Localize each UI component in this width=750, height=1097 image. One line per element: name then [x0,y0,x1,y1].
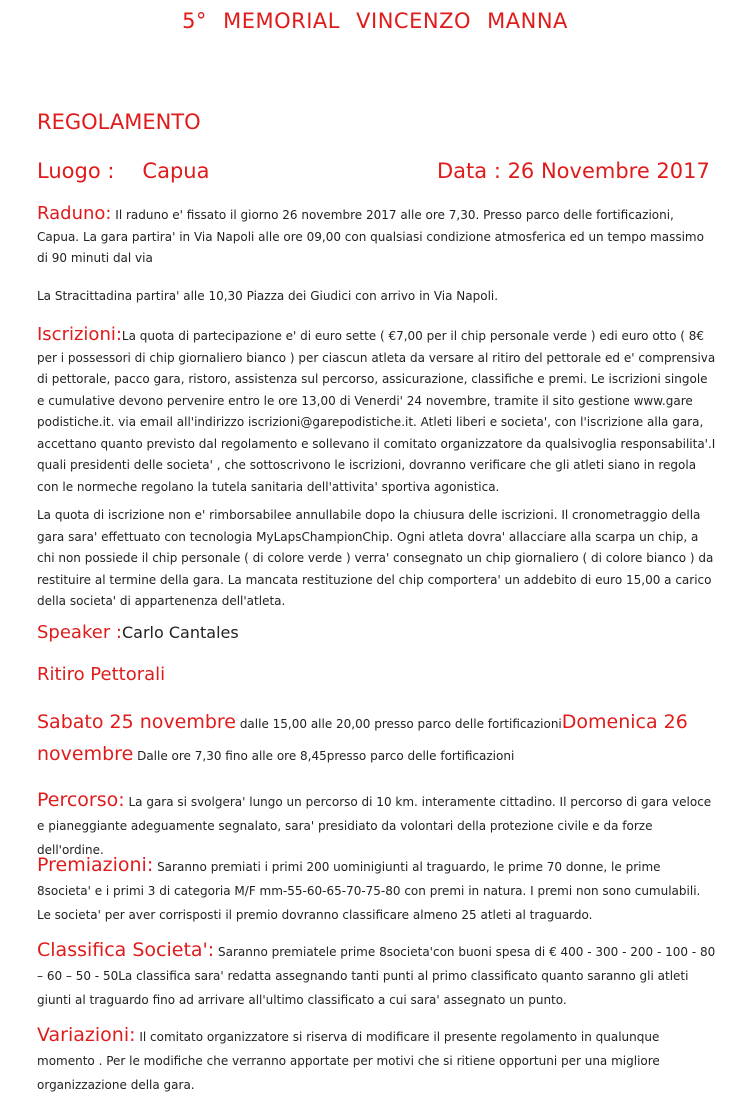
premiazioni-text: Saranno premiati i primi 200 uominigiunti al traguardo, le prime 70 donne, le prime 8societa' e i primi 3 di categoria M/F mm-55-60-65-70-75-80 con premi in natura. I premi non sono cumulabili. Le societa' per aver corrisposti il premio dovranno classificare almeno 25 atleti al traguardo. [37,860,701,922]
domenica-heading: Domenica 26 novembre [37,711,688,765]
premiazioni-heading: Premiazioni: [37,854,154,876]
premiazioni-paragraph [37,855,717,927]
classifica-heading: Classifica Societa': [37,939,215,961]
quota-paragraph: La quota di iscrizione non e' rimborsabilee annullabile dopo la chiusura delle iscrizioni. Il cronometraggio della gara sara' effettuato con tecnologia MyLapsChampionChip. Ogni atleta dovra' allacciare alla scarpa un chip, a chi non possiede il chip personale ( di colore verde ) verra' consegnato un chip giornaliero ( di colore bianco ) da restituire al termine della gara. La mancata restituzione del chip comportera' un addebito di euro 15,00 a carico della societa' di appartenenza dell'atleta. [37,508,714,608]
variazioni-heading: Variazioni: [37,1024,136,1046]
classifica-paragraph [37,940,717,1012]
section-title-regolamento: REGOLAMENTO [37,110,201,134]
raduno-heading: Raduno: [37,203,112,224]
raduno-text: Il raduno e' fissato il giorno 26 novembre 2017 alle ore 7,30. Presso parco delle fortificazioni, Capua. La gara partira' in Via Napoli alle ore 09,00 con qualsiasi condizione atmosferica ed un tempo massimo di 90 minuti dal via [37,208,704,265]
stracittadina-paragraph: La Stracittadina partira' alle 10,30 Piazza dei Giudici con arrivo in Via Napoli. [37,289,499,303]
percorso-text: La gara si svolgera' lungo un percorso di 10 km. interamente cittadino. Il percorso di gara veloce e pianeggiante adeguamente segnalato, sara' presidiato da volontari della protezione civile e da forze dell'ordine. [37,795,712,857]
luogo-label: Luogo : [37,159,115,183]
speaker-heading: Speaker : [37,622,122,643]
sabato-text: dalle 15,00 alle 20,00 presso parco delle fortificazioni [236,717,562,731]
percorso-heading: Percorso: [37,789,125,811]
iscrizioni-text: La quota di partecipazione e' di euro sette ( €7,00 per il chip personale verde ) edi euro otto ( 8€ per i possessori di chip giornaliero bianco ) per ciascun atleta da versare al ritiro del pettorale ed e' comprensiva di pettorale, pacco gara, ristoro, assistenza sul percorso, assicurazione, classifiche e premi. Le iscrizioni singole e cumulative devono pervenire entro le ore 13,00 di Venerdi' 24 novembre, tramite il sito gestione www.gare podistiche.it. via email all'indirizzo iscrizioni@garepodistiche.it. Atleti liberi e societa', con l'iscrizione alla gara, accettano quanto previsto dal regolamento e sollevano il comitato organizzatore da qualsivoglia responsabilita'.I quali presidenti delle societa' , che sottoscrivono le iscrizioni, dovranno verificare che gli atleti siano in regola con le normeche regolano la tutela sanitaria dell'attivita' sportiva agonistica. [37,329,716,494]
variazioni-text: Il comitato organizzatore si riserva di modificare il presente regolamento in qualunque momento . Per le modifiche che verranno apportate per motivi che si ritiene opportuni per una migliore organizzazione della gara. [37,1030,660,1092]
luogo-value: Capua [142,159,210,183]
raduno-paragraph [37,205,717,270]
variazioni-paragraph [37,1025,717,1097]
data-line: Data : 26 Novembre 2017 [437,159,710,183]
ritiro-heading: Ritiro Pettorali [37,664,166,685]
domenica-text: Dalle ore 7,30 fino alle ore 8,45presso parco delle fortificazioni [133,749,515,763]
classifica-text: Saranno premiatele prime 8societa'con buoni spesa di € 400 - 300 - 200 - 100 - 80 – 60 – 50 - 50La classifica sara' redatta assegnando tanti punti al primo classificato quanto saranno gli atleti giunti al traguardo fino ad arrivare all'ultimo classificato a cui sara' assegnato un punto. [37,945,716,1007]
percorso-paragraph [37,790,717,862]
iscrizioni-paragraph [37,326,717,498]
document-title: 5° MEMORIAL VINCENZO MANNA [182,9,568,33]
luogo-line [37,159,209,183]
speaker-value: Carlo Cantales [122,623,239,642]
speaker-line [37,622,717,646]
ritiro-paragraph [37,708,717,772]
sabato-heading: Sabato 25 novembre [37,711,236,733]
iscrizioni-heading: Iscrizioni: [37,324,122,345]
